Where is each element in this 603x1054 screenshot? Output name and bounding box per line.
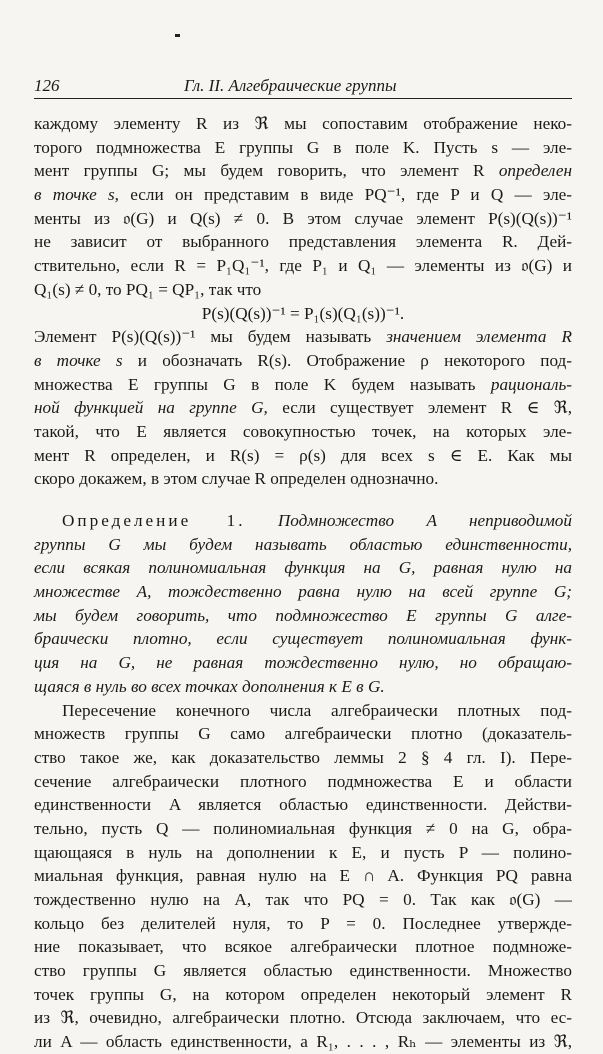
text-line: торого подмножества E группы G в поле K. Пусть s — эле- (34, 137, 572, 157)
text-line: точек группы G, на котором определен некоторый элемент R (34, 984, 572, 1004)
text-line: Пересечение конечного числа алгебраически плотных под- (62, 700, 572, 720)
italic-term: ной функцией на группе G, (34, 398, 268, 418)
italic-term: Подмножество A неприводимой (245, 511, 572, 530)
text-line: сечение алгебраически плотного подмножества E и области (34, 771, 572, 791)
text-line: тельно, пусть Q — полиномиальная функция ≠ 0 на G, обра- (34, 818, 572, 838)
definition-label: Определение 1. (62, 511, 246, 530)
definition-line (34, 533, 572, 557)
page-number: 126 (34, 76, 60, 95)
text-run: мент группы G; мы будем говорить, что элемент R (34, 161, 499, 181)
text-line (34, 159, 572, 183)
text-run: Элемент P(s)(Q(s))⁻¹ мы будем называть (34, 327, 387, 347)
definition-line (34, 509, 572, 533)
italic-term: множестве A, тождественно равна нулю на всей группе G; (34, 582, 572, 602)
italic-term: если всякая полиномиальная функция на G, равная нулю на (34, 558, 572, 578)
italic-term: щаяся в нуль во всех точках дополнения к E в G. (34, 676, 385, 696)
print-speck (175, 34, 180, 37)
running-title: Гл. II. Алгебраические группы (184, 76, 397, 95)
text-line: ство такое же, как доказательство леммы 2 § 4 гл. I). Пере- (34, 747, 572, 767)
text-line: ние показывает, что всякое алгебраически плотное подмноже- (34, 937, 572, 957)
text-run: если существует элемент R ∈ ℜ, (267, 398, 572, 418)
text-line: такой, что E является совокупностью точек, на которых эле- (34, 421, 572, 441)
text-line (34, 325, 572, 349)
italic-term: ция на G, не равная тождественно нулю, но обращаю- (34, 653, 572, 673)
text-line: ство группы G является областью единственности. Множество (34, 961, 572, 981)
text-line: миальная функция, равная нулю на E ∩ A. Функция PQ равна (34, 866, 572, 886)
page-body (34, 112, 572, 1054)
definition-line (34, 580, 572, 604)
text-line: Q₁(s) ≠ 0, то PQ₁ = QP₁, так что (34, 279, 262, 299)
italic-term: в точке s (34, 350, 123, 370)
page-header (34, 74, 572, 99)
text-line: скоро докажем, в этом случае R определен однозначно. (34, 469, 439, 489)
text-line: тождественно нулю на A, так что PQ = 0. Так как 𝔬(G) — (34, 890, 572, 909)
definition-line (34, 651, 572, 675)
italic-term: рациональ- (490, 374, 572, 394)
text-line: менты из 𝔬(G) и Q(s) ≠ 0. В этом случае элемент P(s)(Q(s))⁻¹ (34, 208, 572, 228)
text-run: если он представим в виде PQ⁻¹, где P и Q — эле- (118, 185, 572, 205)
text-line: ствительно, если R = P₁Q₁⁻¹, где P₁ и Q₁ — элементы из 𝔬(G) и (34, 256, 572, 276)
text-run: множества E группы G в поле K будем называть (34, 374, 491, 394)
definition-line (34, 627, 572, 651)
italic-term: браически плотно, если существует полиномиальная функ- (34, 629, 572, 649)
text-line: из ℜ, очевидно, алгебраически плотно. Отсюда заключаем, что ес- (34, 1008, 572, 1028)
definition-line (34, 675, 572, 699)
paragraph-gap (34, 491, 572, 509)
text-line (34, 396, 572, 420)
text-line: мент R определен, и R(s) = ρ(s) для всех s ∈ E. Как мы (34, 445, 572, 465)
italic-term: значением элемента R (386, 327, 572, 347)
text-line: множеств группы G само алгебраически плотно (доказатель- (34, 724, 572, 744)
text-line (34, 373, 572, 397)
text-line: не зависит от выбранного представления элемента R. Дей- (34, 232, 572, 252)
text-run: и обозначать R(s). Отображение ρ некоторого под- (122, 350, 573, 370)
italic-term: определен (498, 161, 572, 181)
text-line (34, 183, 572, 207)
italic-term: группы G мы будем называть областью единственности, (34, 534, 572, 554)
italic-term: мы будем говорить, что подмножество E группы G алге- (34, 605, 572, 625)
display-equation: P(s)(Q(s))⁻¹ = P₁(s)(Q₁(s))⁻¹. (201, 303, 405, 323)
text-line: ли A — область единственности, а R₁, . . . , Rₕ — элементы из ℜ, (34, 1032, 572, 1052)
italic-term: в точке s, (34, 185, 119, 205)
text-line: щающаяся в нуль на дополнении к E, и пусть P — полино- (34, 842, 572, 862)
text-line: единственности A является областью единственности. Действи- (34, 795, 572, 815)
text-line: кольцо без делителей нуля, то P = 0. Последнее утвержде- (34, 913, 572, 933)
text-line: каждому элементу R из ℜ мы сопоставим отображение неко- (34, 114, 572, 133)
definition-line (34, 556, 572, 580)
definition-line (34, 604, 572, 628)
text-line (34, 349, 572, 373)
